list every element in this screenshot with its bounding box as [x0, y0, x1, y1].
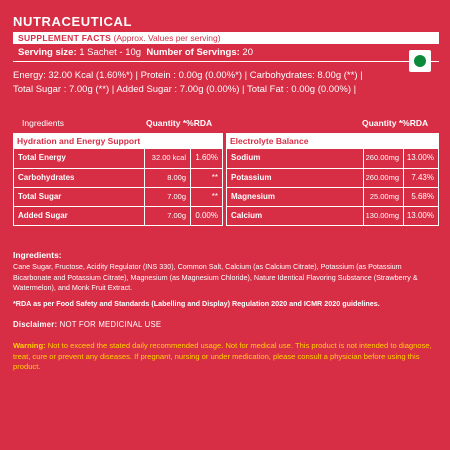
- veg-symbol-icon: [409, 50, 431, 72]
- electrolyte-quantity-cell: 25.00mg: [363, 188, 403, 206]
- hydration-name-cell: Added Sugar: [18, 211, 68, 220]
- servings-count-label: Number of Servings:: [146, 47, 240, 58]
- electrolyte-rda-cell: 5.68%: [403, 188, 438, 206]
- rda-header-left: *%RDA: [182, 118, 213, 128]
- hydration-table-title: Hydration and Energy Support: [17, 136, 141, 146]
- hydration-energy-table: [13, 133, 223, 226]
- ingredients-text: Cane Sugar, Fructose, Acidity Regulator (INS 330), Common Salt, Calcium (as Calcium Citrate), Potassium (as Potassium Bicarbonate and Potassium Citrate), Magnesium (as Magnesium Chloride), Nature Identical Flavoring Substance (Strawberry & Watermelon), and Monk Fruit Extract.: [13, 262, 418, 292]
- hydration-name-cell: Total Energy: [18, 153, 66, 162]
- ingredients-column-header: Ingredients: [22, 118, 65, 128]
- quantity-rda-header-left: [146, 118, 212, 128]
- electrolyte-quantity-cell: 130.00mg: [363, 207, 403, 225]
- electrolyte-name-cell: Magnesium: [231, 192, 276, 201]
- electrolyte-name-cell: Potassium: [231, 173, 272, 182]
- serving-row: [13, 45, 439, 62]
- hydration-name-cell: Carbohydrates: [18, 173, 75, 182]
- electrolyte-rda-cell: 13.00%: [403, 149, 438, 168]
- electrolyte-table-title: Electrolyte Balance: [230, 136, 309, 146]
- hydration-row: [14, 206, 222, 225]
- electrolyte-balance-table: [226, 133, 439, 226]
- electrolyte-quantity-cell: 260.00mg: [363, 149, 403, 168]
- quantity-header-left: Quantity: [146, 118, 181, 128]
- electrolyte-rda-cell: 7.43%: [403, 169, 438, 187]
- hydration-rda-cell: **: [190, 188, 222, 206]
- rda-note: *RDA as per Food Safety and Standards (Labelling and Display) Regulation 2020 and ICMR 2020 guidelines.: [13, 299, 380, 308]
- electrolyte-name-cell: Calcium: [231, 211, 263, 220]
- warning-text: Not to exceed the stated daily recommended usage. Not for medical use. This product is not intended to diagnose, treat, cure or prevent any diseases. If pregnant, nursing or under medication, please consult a physician before using this product.: [13, 341, 432, 371]
- electrolyte-name-cell: Sodium: [231, 153, 261, 162]
- electrolyte-row: [227, 206, 438, 225]
- electrolyte-row: [227, 168, 438, 187]
- supplement-facts-note: (Approx. Values per serving): [113, 33, 221, 43]
- electrolyte-row: [227, 149, 438, 168]
- rda-header-right: *%RDA: [398, 118, 429, 128]
- hydration-name-cell: Total Sugar: [18, 192, 62, 201]
- nutrition-line-2: Total Sugar : 7.00g (**) | Added Sugar : 7.00g (0.00%) | Total Fat : 0.00g (0.00%) |: [13, 84, 357, 95]
- electrolyte-table-body: [227, 149, 438, 225]
- disclaimer-text: NOT FOR MEDICINAL USE: [57, 320, 162, 329]
- disclaimer: [13, 320, 161, 329]
- hydration-rda-cell: 0.00%: [190, 207, 222, 225]
- quantity-header-right: Quantity: [362, 118, 397, 128]
- hydration-rda-cell: **: [190, 169, 222, 187]
- servings-count-value: 20: [242, 47, 253, 58]
- hydration-quantity-cell: 8.00g: [144, 169, 190, 187]
- hydration-table-body: [14, 149, 222, 225]
- serving-size-label: Serving size:: [18, 47, 77, 58]
- electrolyte-row: [227, 187, 438, 206]
- hydration-quantity-cell: 7.00g: [144, 188, 190, 206]
- electrolyte-quantity-cell: 260.00mg: [363, 169, 403, 187]
- hydration-quantity-cell: 32.00 kcal: [144, 149, 190, 168]
- serving-size-value: 1 Sachet - 10g: [79, 47, 142, 58]
- hydration-row: [14, 187, 222, 206]
- hydration-quantity-cell: 7.00g: [144, 207, 190, 225]
- warning: [13, 341, 443, 373]
- disclaimer-label: Disclaimer:: [13, 320, 58, 329]
- hydration-rda-cell: 1.60%: [190, 149, 222, 168]
- electrolyte-rda-cell: 13.00%: [403, 207, 438, 225]
- warning-label: Warning:: [13, 341, 46, 350]
- ingredients-title: Ingredients:: [13, 250, 62, 260]
- hydration-row: [14, 149, 222, 168]
- nutrition-line-1: Energy: 32.00 Kcal (1.60%*) | Protein : 0.00g (0.00%*) | Carbohydrates: 8.00g (**) |: [13, 70, 363, 81]
- supplement-facts-heading: SUPPLEMENT FACTS: [18, 33, 112, 43]
- hydration-row: [14, 168, 222, 187]
- brand-title: NUTRACEUTICAL: [13, 14, 133, 29]
- veg-dot: [414, 55, 426, 67]
- quantity-rda-header-right: [362, 118, 428, 128]
- supplement-facts-bar: [13, 32, 439, 44]
